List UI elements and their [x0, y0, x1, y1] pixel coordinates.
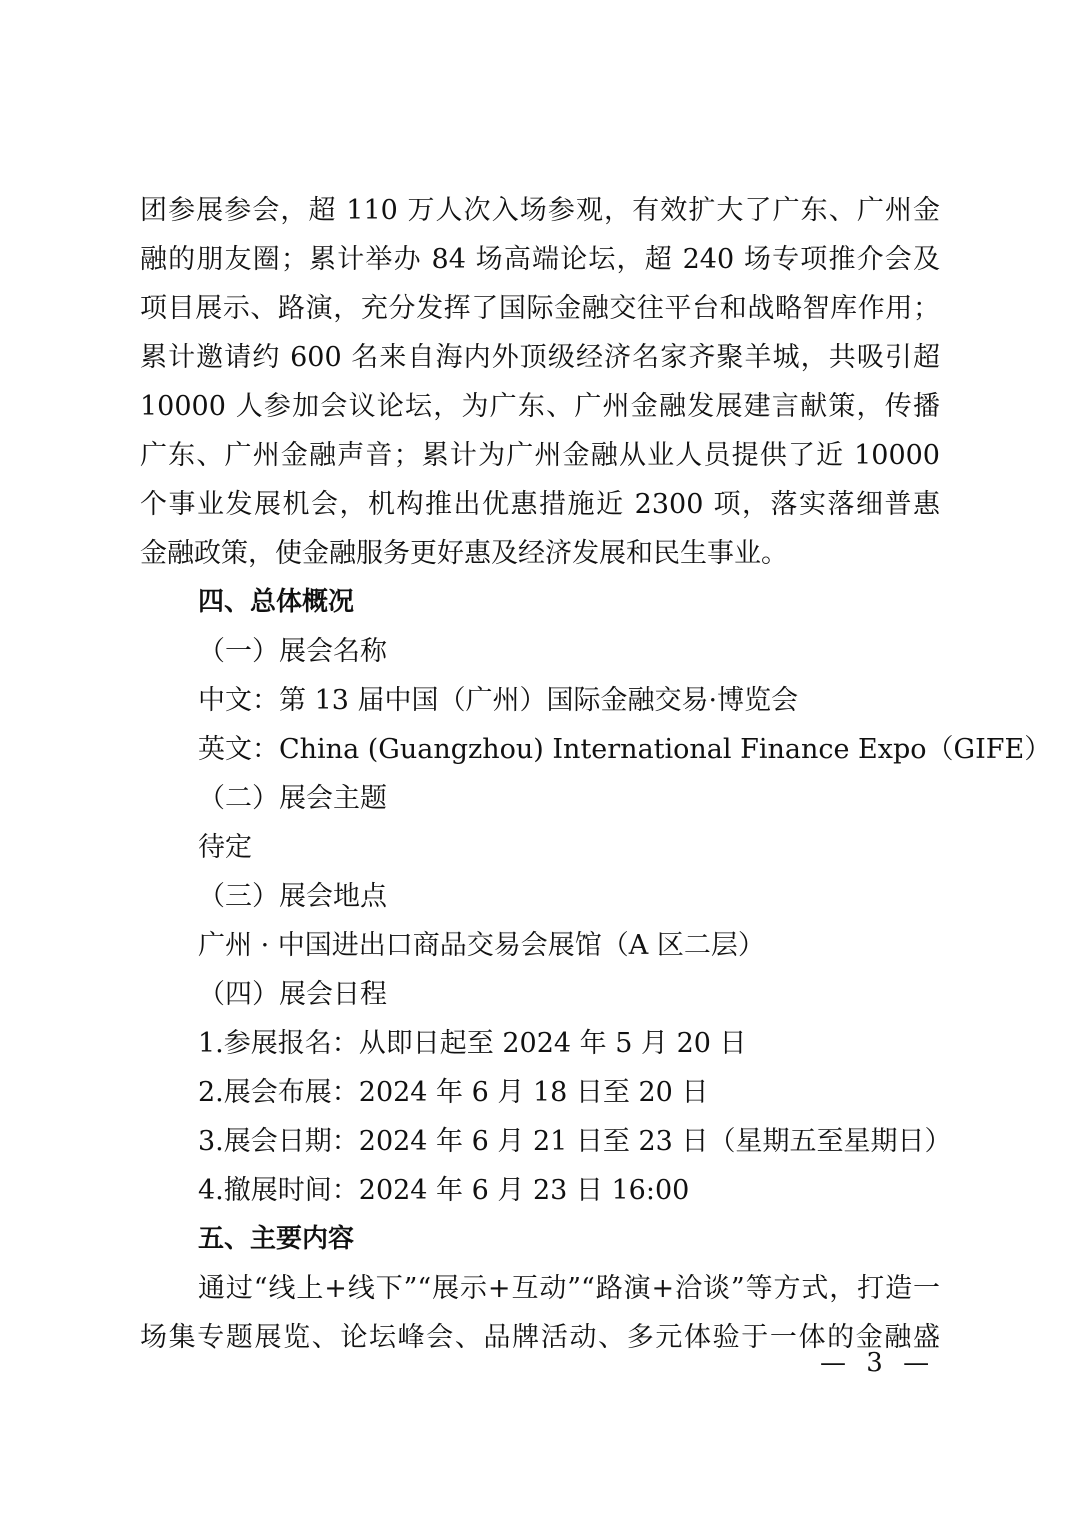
page-number: — 3 — [820, 1348, 936, 1378]
subsection-heading-expo-name: （一）展会名称 [198, 636, 387, 667]
paragraph-line: 10000 人参加会议论坛，为广东、广州金融发展建言献策，传播 [140, 391, 940, 422]
paragraph-line: 场集专题展览、论坛峰会、品牌活动、多元体验于一体的金融盛 [140, 1322, 940, 1353]
expo-theme-value: 待定 [198, 832, 252, 863]
paragraph-line: 通过“线上+线下”“展示+互动”“路演+洽谈”等方式，打造一 [198, 1273, 940, 1304]
paragraph-line: 融的朋友圈；累计举办 84 场高端论坛，超 240 场专项推介会及 [140, 244, 940, 275]
paragraph-line: 广东、广州金融声音；累计为广州金融从业人员提供了近 10000 [140, 440, 940, 471]
subsection-heading-expo-venue: （三）展会地点 [198, 881, 387, 912]
paragraph-line: 项目展示、路演，充分发挥了国际金融交往平台和战略智库作用； [140, 293, 940, 324]
section-heading-overview: 四、总体概况 [198, 587, 355, 617]
schedule-item: 3.展会日期：2024 年 6 月 21 日至 23 日（星期五至星期日） [198, 1126, 952, 1157]
paragraph-line: 团参展参会，超 110 万人次入场参观，有效扩大了广东、广州金 [140, 195, 940, 226]
paragraph-line: 金融政策，使金融服务更好惠及经济发展和民生事业。 [140, 538, 788, 569]
subsection-heading-expo-schedule: （四）展会日程 [198, 979, 387, 1010]
document-body [140, 186, 1052, 1362]
expo-name-english: 英文：China (Guangzhou) International Finance Expo（GIFE） [198, 734, 1052, 765]
schedule-item: 4.撤展时间：2024 年 6 月 23 日 16:00 [198, 1175, 690, 1206]
expo-venue-value: 广州 · 中国进出口商品交易会展馆（A 区二层） [198, 930, 765, 961]
expo-name-chinese: 中文：第 13 届中国（广州）国际金融交易·博览会 [198, 685, 799, 716]
section-heading-main-content: 五、主要内容 [198, 1224, 355, 1254]
schedule-item: 2.展会布展：2024 年 6 月 18 日至 20 日 [198, 1077, 709, 1108]
subsection-heading-expo-theme: （二）展会主题 [198, 783, 387, 814]
schedule-item: 1.参展报名：从即日起至 2024 年 5 月 20 日 [198, 1028, 747, 1059]
paragraph-line: 累计邀请约 600 名来自海内外顶级经济名家齐聚羊城，共吸引超 [140, 342, 940, 373]
paragraph-line: 个事业发展机会，机构推出优惠措施近 2300 项，落实落细普惠 [140, 489, 940, 520]
